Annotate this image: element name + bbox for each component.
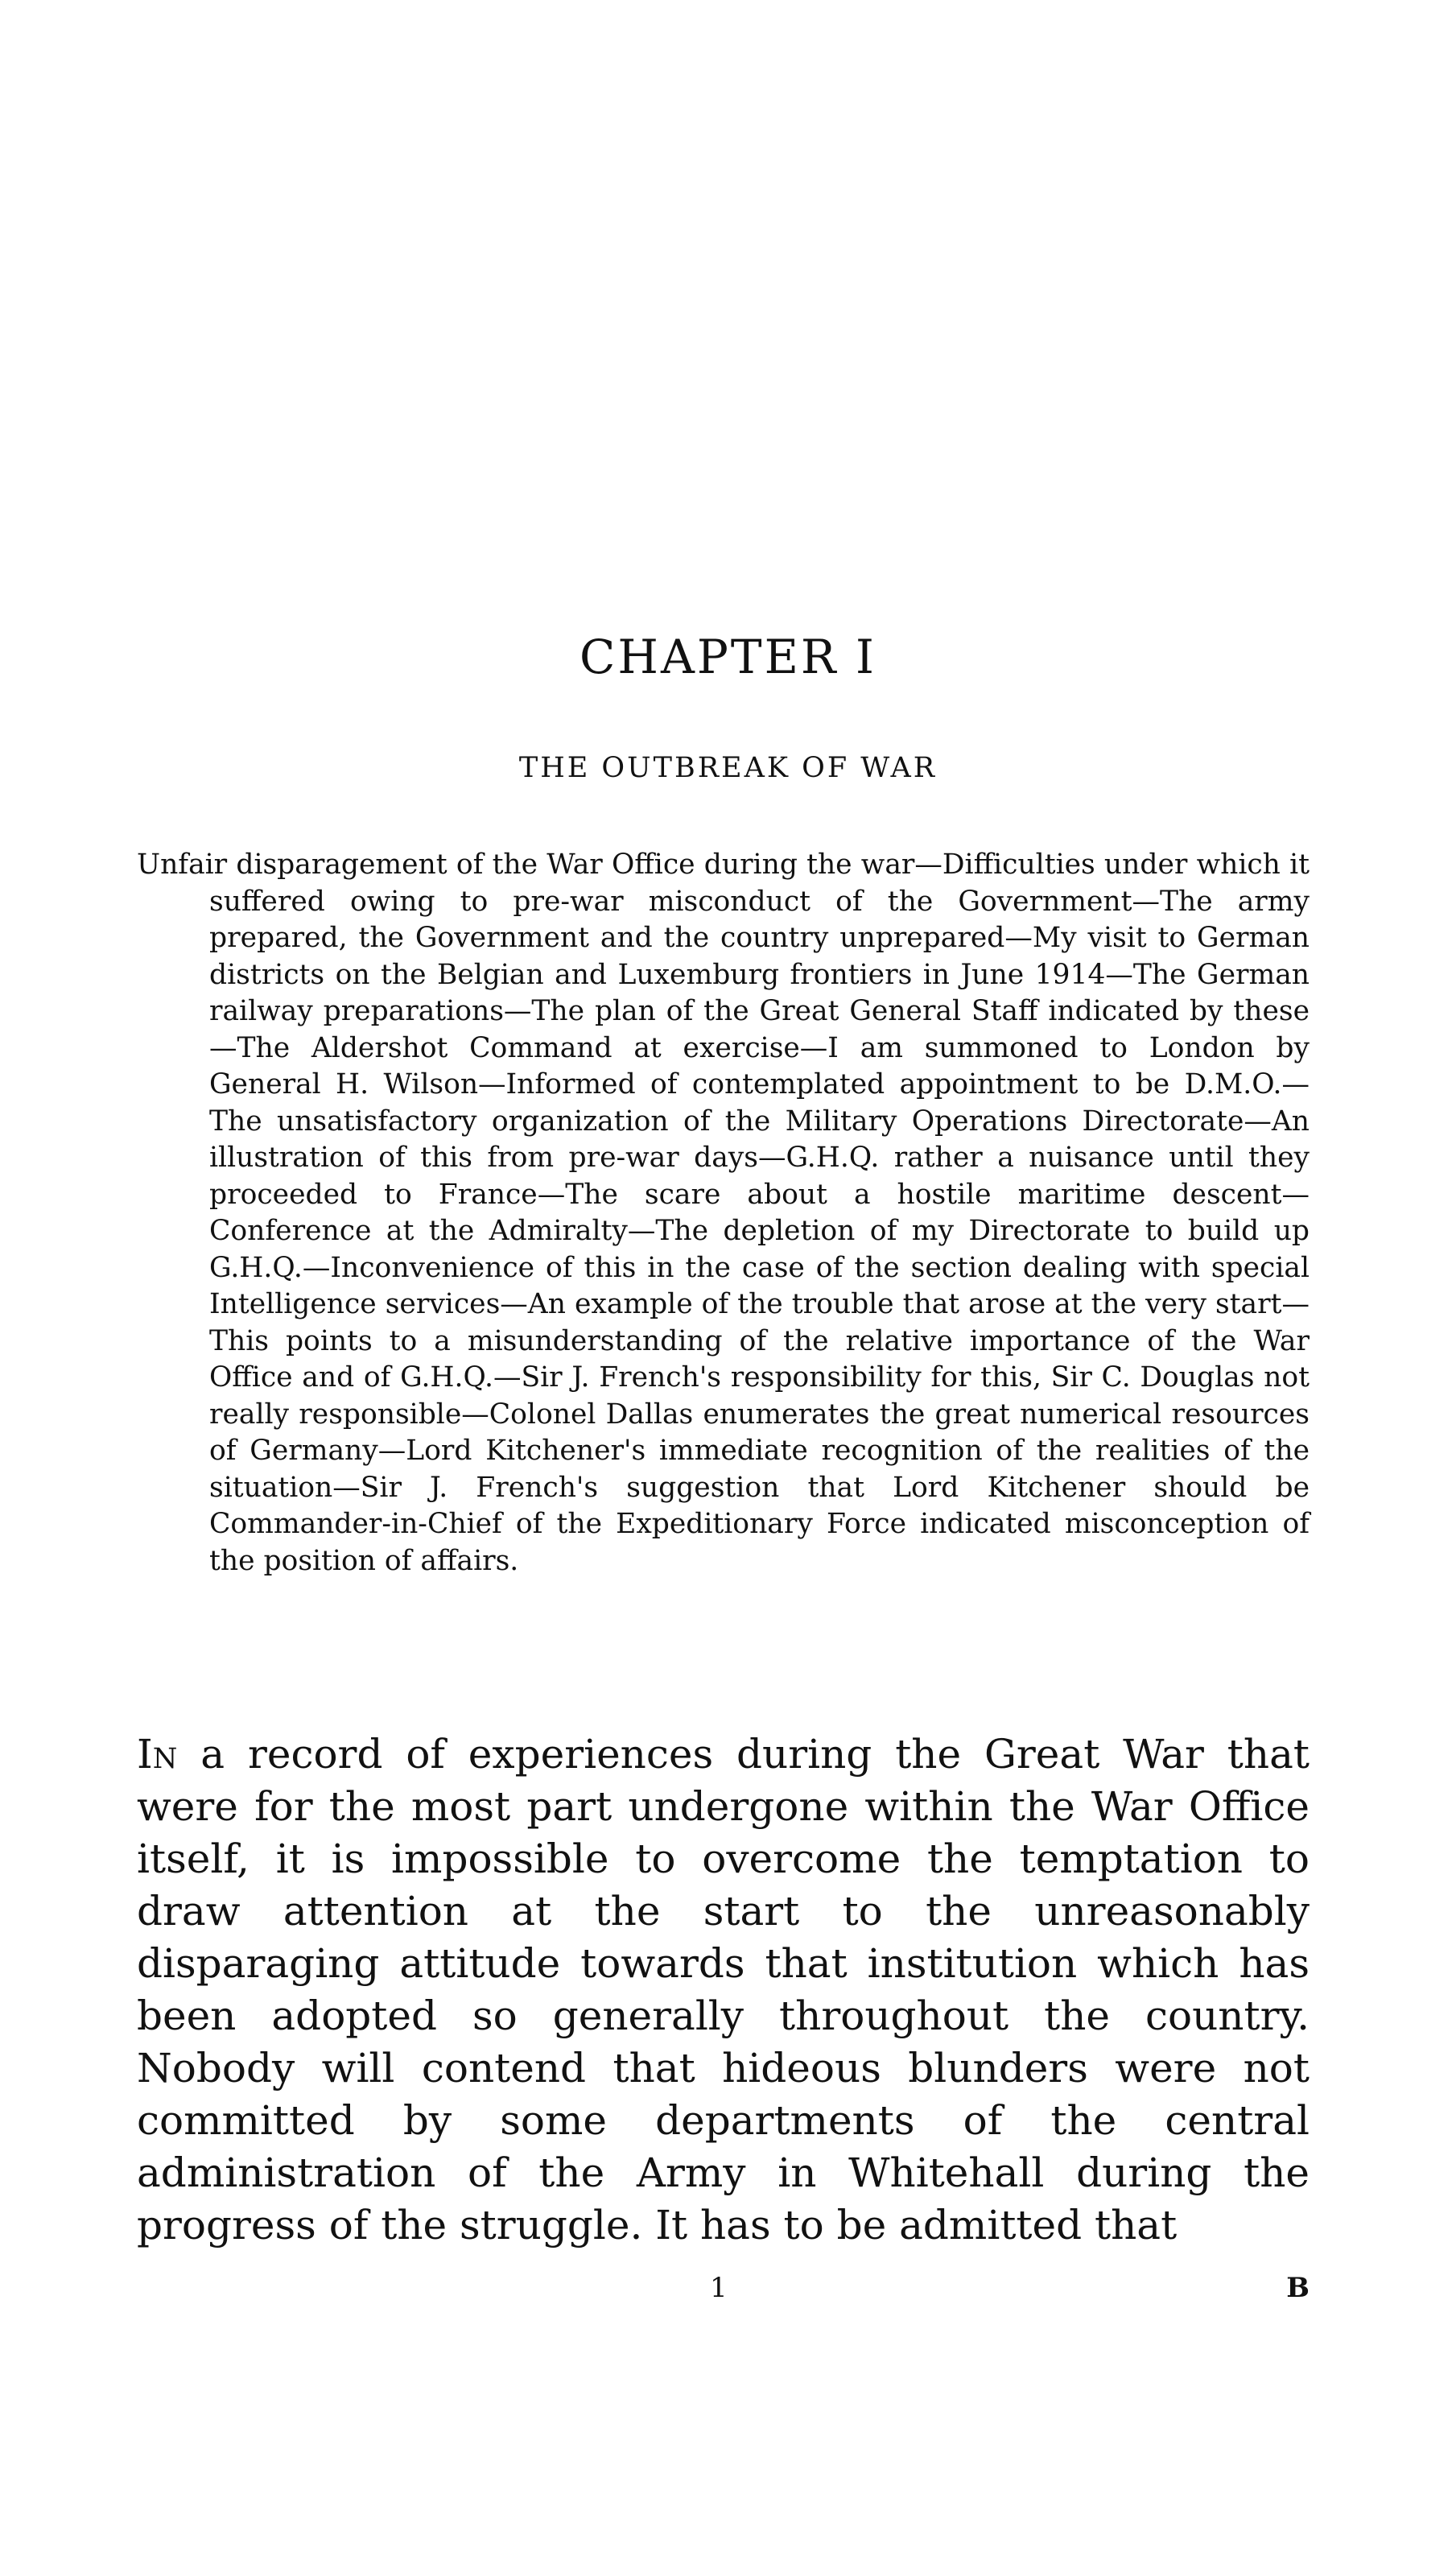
- body-paragraph: [137, 1728, 1310, 2252]
- page-number: 1: [710, 2272, 728, 2304]
- page-footer: [137, 2272, 1310, 2312]
- chapter-subtitle: THE OUTBREAK OF WAR: [518, 752, 938, 784]
- chapter-heading: CHAPTER I: [580, 630, 876, 684]
- chapter-synopsis: Unfair disparagement of the War Office during the war—Difficulties under which it suffered owing to pre-war misconduct of the Government—The army prepared, the Government and the country unprepared—My visit to German districts on the Belgian and Luxemburg frontiers in June 1914—The German railway preparations—The plan of the Great General Staff indicated by these—The Aldershot Command at exercise—I am summoned to London by General H. Wilson—Informed of contemplated appointment to be D.M.O.—The unsatisfactory organization of the Military Operations Directorate—An illustration of this from pre-war days—G.H.Q. rather a nuisance until they proceeded to France—The scare about a hostile maritime descent—Conference at the Admiralty—The depletion of my Directorate to build up G.H.Q.—Inconvenience of this in the case of the section dealing with special Intelligence services—An example of the trouble that arose at the very start—This points to a misunderstanding of the relative importance of the War Office and of G.H.Q.—Sir J. French's responsibility for this, Sir C. Douglas not really responsible—Colonel Dallas enumerates the great numerical resources of Germany—Lord Kitchener's immediate recognition of the realities of the situation—Sir J. French's suggestion that Lord Kitchener should be Commander-in-Chief of the Expeditionary Force indicated misconception of the position of affairs.: [137, 849, 1310, 1577]
- body-paragraph-text: a record of experiences during the Great War that were for the most part undergone within the War Office itself, it is impossible to overcome the temptation to draw attention at the start to the unreasonably disparaging attitude towards that institution which has been adopted so generally throughout the country. Nobody will contend that hideous blunders were not committed by some departments of the central administration of the Army in Whitehall during the progress of the struggle. It has to be admitted that: [137, 1731, 1310, 2248]
- signature-mark: B: [1286, 2272, 1310, 2304]
- lead-word: In: [137, 1731, 178, 1778]
